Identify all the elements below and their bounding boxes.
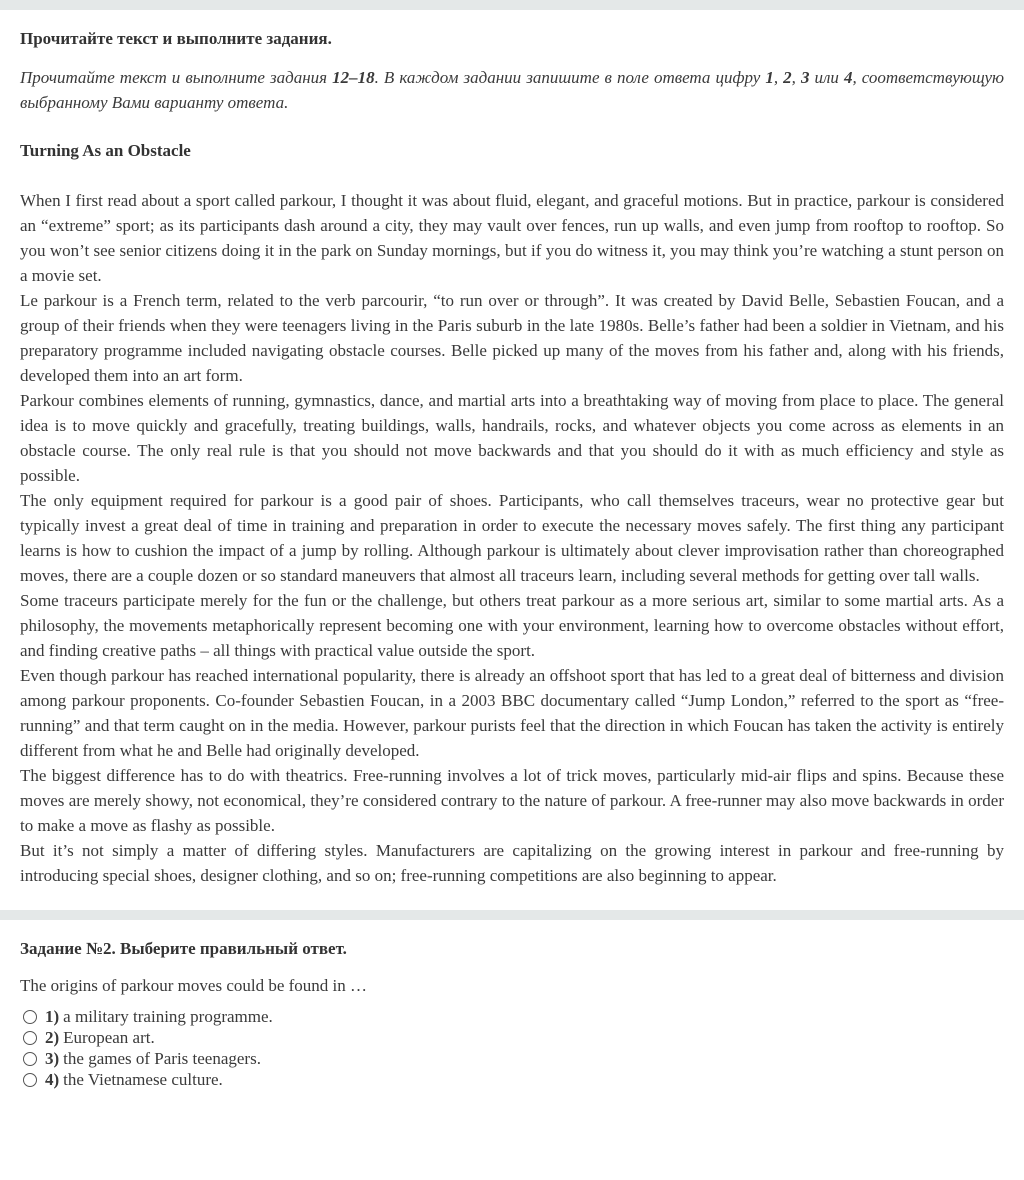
passage-paragraph: Some traceurs participate merely for the fun or the challenge, but others treat parkour as a more serious art, similar to some martial arts. As a philosophy, the movements metaphorically represent becoming one with your environment, learning how to overcome obstacles without effort, and finding creative paths – all things with practical value outside the sport.	[20, 591, 1004, 660]
reading-passage	[20, 188, 1004, 888]
radio-button[interactable]	[23, 1073, 37, 1087]
instruction-sep-1: ,	[773, 68, 784, 87]
answer-option-4[interactable]	[20, 1069, 1004, 1090]
option-text: a military training programme.	[63, 1006, 273, 1026]
answer-option-3[interactable]	[20, 1048, 1004, 1069]
question-text: The origins of parkour moves could be found in …	[20, 976, 368, 995]
answer-option-2[interactable]	[20, 1027, 1004, 1048]
passage-paragraph: The biggest difference has to do with theatrics. Free-running involves a lot of trick moves, particularly mid-air flips and spins. Because these moves are merely showy, not economical, they’re considered contrary to the nature of parkour. A free-runner may also move backwards in order to make a move as flashy as possible.	[20, 766, 1004, 835]
instruction-num-3: 3	[800, 68, 810, 87]
section-divider-band	[0, 910, 1024, 920]
radio-button[interactable]	[23, 1010, 37, 1024]
option-text: the games of Paris teenagers.	[63, 1048, 261, 1068]
option-number: 4)	[45, 1069, 60, 1089]
top-divider-band	[0, 0, 1024, 10]
instruction-text-2: . В каждом задании запишите в поле ответа цифру	[374, 68, 766, 87]
passage-paragraph: When I first read about a sport called parkour, I thought it was about fluid, elegant, and graceful motions. But in practice, parkour is considered an “extreme” sport; as its participants dash around a city, they may vault over fences, run up walls, and even jump from rooftop to rooftop. So you won’t see senior citizens doing it in the park on Sunday mornings, but if you do witness it, you may think you’re watching a stunt person on a movie set.	[20, 191, 1004, 285]
instruction-num-2: 2	[783, 68, 792, 87]
option-text: European art.	[63, 1027, 155, 1047]
instruction-text-3: или	[809, 68, 844, 87]
option-number: 1)	[45, 1006, 60, 1026]
passage-paragraph: Le parkour is a French term, related to the verb parcourir, “to run over or through”. It was created by David Belle, Sebastien Foucan, and a group of their friends when they were teenagers living in the Paris suburb in the late 1980s. Belle’s father had been a soldier in Vietnam, and his preparatory programme included navigating obstacle courses. Belle picked up many of the moves from his father and, along with his friends, developed them into an art form.	[20, 291, 1004, 385]
option-text: the Vietnamese culture.	[63, 1069, 223, 1089]
instruction-num-1: 1	[765, 68, 774, 87]
passage-paragraph: But it’s not simply a matter of differing styles. Manufacturers are capitalizing on the growing interest in parkour and free-running by introducing special shoes, designer clothing, and so on; free-running competitions are also beginning to appear.	[20, 841, 1004, 885]
section-heading: Прочитайте текст и выполните задания.	[20, 29, 332, 48]
question-heading: Задание №2. Выберите правильный ответ.	[20, 939, 347, 958]
answer-option-1[interactable]	[20, 1006, 1004, 1027]
option-number: 2)	[45, 1027, 60, 1047]
passage-paragraph: The only equipment required for parkour is a good pair of shoes. Participants, who call themselves traceurs, wear no protective gear but typically invest a great deal of time in training and preparation in order to execute the necessary moves safely. The first thing any participant learns is how to cushion the impact of a jump by rolling. Although parkour is ultimately about clever improvisation rather than choreographed moves, there are a couple dozen or so standard maneuvers that almost all traceurs learn, including several methods for getting over tall walls.	[20, 491, 1004, 585]
passage-paragraph: Parkour combines elements of running, gymnastics, dance, and martial arts into a breathtaking way of moving from place to place. The general idea is to move quickly and gracefully, treating buildings, walls, handrails, rocks, and whatever objects you come across as elements in an obstacle course. The only real rule is that you should not move backwards and that you should do it with as much efficiency and style as possible.	[20, 391, 1004, 485]
instruction-range: 12–18	[332, 68, 375, 87]
option-number: 3)	[45, 1048, 60, 1068]
reading-section	[0, 10, 1024, 910]
text-title: Turning As an Obstacle	[20, 141, 191, 160]
question-section	[0, 920, 1024, 1090]
instruction-sep-2: ,	[791, 68, 801, 87]
radio-button[interactable]	[23, 1052, 37, 1066]
answer-options	[20, 1006, 1004, 1090]
radio-button[interactable]	[23, 1031, 37, 1045]
instruction-num-4: 4	[843, 68, 853, 87]
task-instruction	[20, 65, 1004, 115]
passage-paragraph: Even though parkour has reached international popularity, there is already an offshoot sport that has led to a great deal of bitterness and division among parkour proponents. Co-founder Sebastien Foucan, in a 2003 BBC documentary called “Jump London,” referred to the sport as “free-running” and that term caught on in the media. However, parkour purists feel that the direction in which Foucan has taken the activity is entirely different from what he and Belle had originally developed.	[20, 666, 1004, 760]
instruction-text-1: Прочитайте текст и выполните задания	[20, 68, 333, 87]
instruction-text-4: , соответствующую выбранному Вами варианту ответа.	[20, 68, 1005, 112]
